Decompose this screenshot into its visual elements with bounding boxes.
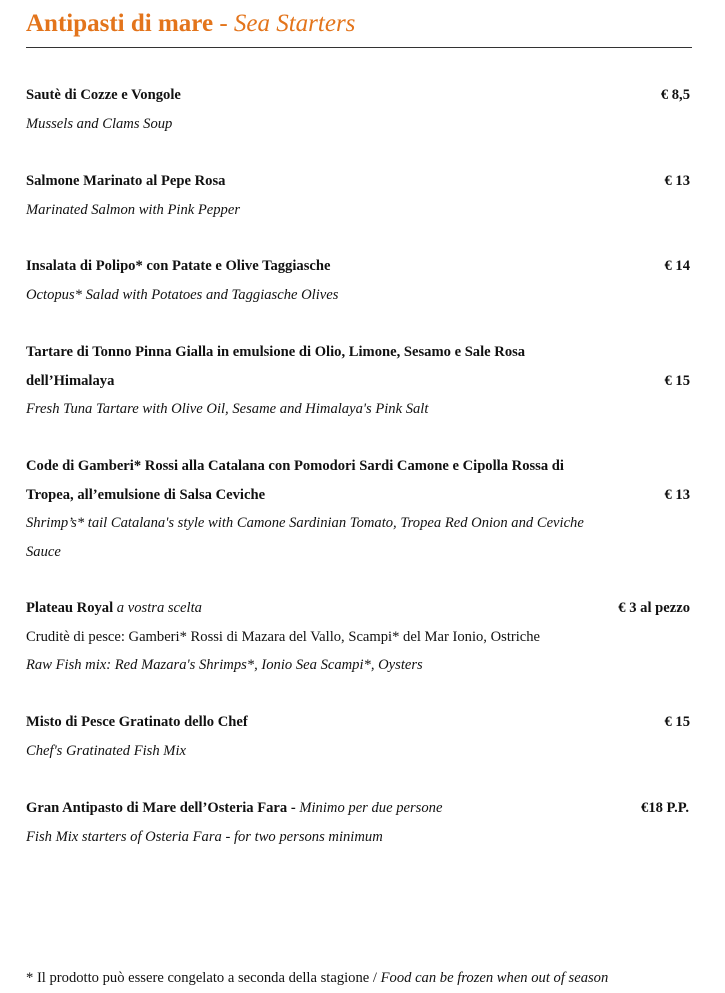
menu-item-salmone <box>26 167 692 224</box>
menu-item-description: Fish Mix starters of Osteria Fara - for two persons minimum <box>26 828 383 845</box>
menu-item-description: Octopus* Salad with Potatoes and Taggiasche Olives <box>26 286 339 303</box>
menu-item-description: Raw Fish mix: Red Mazara's Shrimps*, Ionio Sea Scampi*, Oysters <box>26 657 423 673</box>
menu-item-price: € 3 al pezzo <box>618 600 690 616</box>
menu-item-name-note: a vostra scelta <box>113 600 202 616</box>
title-english: Sea Starters <box>233 10 356 37</box>
menu-item-row <box>26 594 692 623</box>
menu-item-row <box>26 81 692 110</box>
menu-item-tartare-tonno <box>26 338 692 424</box>
menu-item-row <box>26 338 692 367</box>
menu-item-name-line2: Tropea, all’emulsione di Salsa Ceviche <box>26 486 266 503</box>
menu-item-row <box>26 708 692 737</box>
menu-item-name <box>26 800 442 816</box>
title-separator: - <box>213 10 234 37</box>
menu-item-saute-cozze <box>26 81 692 138</box>
menu-item-polipo <box>26 252 692 309</box>
menu-item-price: € 15 <box>664 714 690 730</box>
menu-item-row <box>26 167 692 196</box>
menu-item-gran-antipasto <box>26 794 692 851</box>
menu-item-price: € 13 <box>664 486 690 503</box>
menu-item-description: Chef's Gratinated Fish Mix <box>26 742 186 759</box>
menu-item-price: € 15 <box>664 372 690 389</box>
menu-item-name: Misto di Pesce Gratinato dello Chef <box>26 714 248 730</box>
menu-item-name: Insalata di Polipo* con Patate e Olive Taggiasche <box>26 258 331 274</box>
menu-item-name-line1: Code di Gamberi* Rossi alla Catalana con Pomodori Sardi Camone e Cipolla Rossa di <box>26 458 564 474</box>
menu-item-row <box>26 452 692 481</box>
menu-item-description: Fresh Tuna Tartare with Olive Oil, Sesame and Himalaya's Pink Salt <box>26 401 429 417</box>
menu-item-description: Marinated Salmon with Pink Pepper <box>26 201 241 218</box>
menu-item-price: € 13 <box>664 173 690 189</box>
menu-item-description-line1: Shrimp’s* tail Catalana's style with Camone Sardinian Tomato, Tropea Red Onion and Ceviche <box>26 515 584 531</box>
footnote-english: Food can be frozen when out of season <box>380 970 609 986</box>
menu-item-name <box>26 600 202 616</box>
menu-item-name-text: Gran Antipasto di Mare dell’Osteria Fara - <box>26 800 300 816</box>
title-italian: Antipasti di mare <box>26 10 214 37</box>
menu-item-price: €18 P.P. <box>641 800 689 816</box>
menu-item-row <box>26 481 692 510</box>
menu-item-name-line2: dell’Himalaya <box>26 372 115 389</box>
menu-item-row <box>26 252 692 281</box>
menu-item-name: Salmone Marinato al Pepe Rosa <box>26 173 226 189</box>
menu-item-price: € 14 <box>664 258 690 274</box>
menu-item-name-text: Plateau Royal <box>26 600 114 616</box>
menu-item-row <box>26 367 692 396</box>
menu-item-name-note: Minimo per due persone <box>299 800 443 816</box>
footnote-italian: * Il prodotto può essere congelato a seconda della stagione / <box>26 970 381 986</box>
menu-item-misto-gratinato <box>26 708 692 765</box>
menu-item-description: Mussels and Clams Soup <box>26 115 173 132</box>
menu-item-row <box>26 794 692 823</box>
title-divider <box>26 47 692 48</box>
menu-item-plateau-royal <box>26 594 692 680</box>
menu-item-price: € 8,5 <box>660 87 690 103</box>
menu-item-name: Sautè di Cozze e Vongole <box>26 87 181 103</box>
menu-item-detail-italian: Cruditè di pesce: Gamberi* Rossi di Mazara del Vallo, Scampi* del Mar Ionio, Ostriche <box>26 628 541 645</box>
menu-item-description-line2: Sauce <box>26 543 61 560</box>
page-title <box>26 6 355 42</box>
menu-item-name-line1: Tartare di Tonno Pinna Gialla in emulsione di Olio, Limone, Sesamo e Sale Rosa <box>26 344 526 360</box>
frozen-product-footnote <box>26 966 608 990</box>
menu-item-gamberi-catalana <box>26 452 692 566</box>
